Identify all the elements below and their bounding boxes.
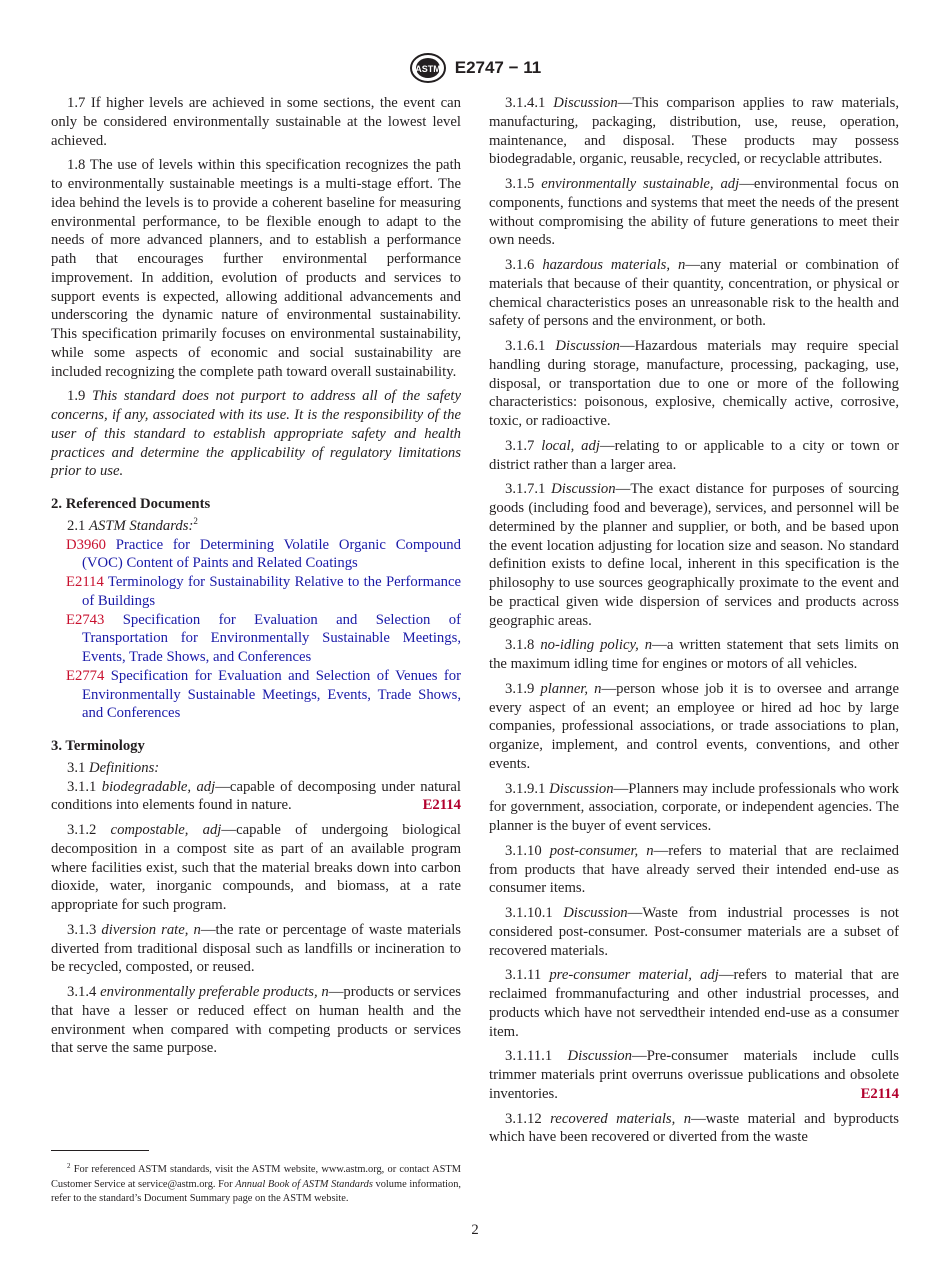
section-2-1: 2.1 ASTM Standards:$^2$ xyxy=(67,515,198,534)
reference-title[interactable]: Specification for Evaluation and Selection of Transportation for Environmentally Sustainable Meetings, Events, Trade Shows, and Conferences xyxy=(82,611,462,665)
section-1-7: 1.7 If higher levels are achieved in some sections, the event can only be considered environmentally sustainable at the lowest level achieved. xyxy=(51,95,461,149)
section-3-heading: 3. Terminology xyxy=(51,738,145,754)
definition-3-1-5: 3.1.5 environmentally sustainable, adj—environmental focus on components, functions and systems that meet the needs of the present without compromising the ability of future generations to meet their own needs. xyxy=(489,176,899,249)
reference-code[interactable]: D3960 xyxy=(66,536,106,553)
safety-caveat: This standard does not purport to address all of the safety concerns, if any, associated with its use. It is the responsibility of the user of this standard to establish appropriate safety and health practices and determine the applicability of regulatory limitations prior to use. xyxy=(51,388,461,480)
left-column xyxy=(51,94,461,1064)
discussion-3-1-9-1: 3.1.9.1 Discussion—Planners may include professionals who work for government, association, corporate, or independent agencies. The planner is the buyer of event services. xyxy=(489,780,899,834)
astm-logo-icon xyxy=(409,52,447,84)
footnote-divider xyxy=(51,1150,149,1151)
definition-3-1-4: 3.1.4 environmentally preferable products, n—products or services that have a lesser or reduced effect on human health and the environment when compared with competing products or services that serve the same purpose. xyxy=(51,984,461,1057)
definition-3-1-11: 3.1.11 pre-consumer material, adj—refers to material that are reclaimed frommanufacturing and other industrial processes, and products which have not servedtheir intended end-use as a consumer item. xyxy=(489,967,899,1040)
reference-item[interactable] xyxy=(51,667,461,723)
section-3-1: 3.1 Definitions: xyxy=(67,759,160,776)
definition-3-1-7: 3.1.7 local, adj—relating to or applicable to a city or town or district rather than a larger area. xyxy=(489,437,899,473)
definition-3-1-10: 3.1.10 post-consumer, n—refers to material that are reclaimed from products that have already served their intended end-use as consumer items. xyxy=(489,842,899,897)
reference-code[interactable]: E2774 xyxy=(66,667,105,684)
definition-3-1-6: 3.1.6 hazardous materials, n—any material or combination of materials that because of their quantity, concentration, or physical or chemical characteristics poses an unreasonable risk to the health and safety of persons and the environment, or both. xyxy=(489,257,900,330)
definition-3-1-9: 3.1.9 planner, n—person whose job it is to oversee and arrange every aspect of an event; an employee or hired ad hoc by large companies, professional associations, or trade associations to plan, organize, implement, and control events, conventions, and other events. xyxy=(489,680,900,772)
definition-3-1-2: 3.1.2 compostable, adj—capable of undergoing biological decomposition in a compost site as part of an available program where facilities exist, such that the material breaks down into carbon dioxide, water, inorganic compounds, and biomass, at a rate appropriate for such program. xyxy=(51,822,462,913)
reference-item[interactable] xyxy=(51,611,461,667)
reference-item[interactable] xyxy=(51,573,461,611)
section-1-8: 1.8 The use of levels within this specification recognizes the path to environmentally sustainable meetings is a multi-stage effort. The idea behind the levels is to provide a coherent baseline for measuring environmental performance, to be flexible enough to adapt to the needs of more advanced planners, and to establish a performance path that encourages further environmental performance improvement. In addition, evolution of products and services to support events is expected, allowing additional advancements and underscoring the dynamic nature of environmental sustainability. This specification primarily focuses on environmental sustainability, while some aspects of economic and social sustainability are included recognizing the complete path toward overall sustainability. xyxy=(51,157,461,380)
reference-item[interactable] xyxy=(51,536,461,574)
definition-3-1-12: 3.1.12 recovered materials, n—waste material and byproducts which have been recovered or diverted from the waste xyxy=(489,1110,899,1146)
discussion-3-1-7-1: 3.1.7.1 Discussion—The exact distance for purposes of sourcing goods (including food and beverage), services, and personnel will be determined by the planner and supplier, or both, and be based upon the event location adjusting for location size and season. No standard definition exists to define local, inherent in this specification is the philosophy to use sources geographically proximate to the event and be practical given wide dispersion of services and products across geographic areas. xyxy=(489,481,899,629)
footnote-ref[interactable]: 2 xyxy=(193,515,198,526)
definition-3-1-1: 3.1.1 biodegradable, adj—capable of decomposing under natural conditions into elements found in nature. E2114 xyxy=(51,778,462,814)
svg-text:ASTM: ASTM xyxy=(414,64,441,74)
reference-title[interactable]: Specification for Evaluation and Selection of Venues for Environmentally Sustainable Meetings, Events, Trade Shows, and Conferences xyxy=(82,667,462,722)
reference-code[interactable]: E2743 xyxy=(66,611,105,628)
standard-designation: E2747 − 11 xyxy=(454,58,542,77)
source-tag: E2114 xyxy=(860,1085,899,1102)
section-1-9: 1.9 This standard does not purport to address all of the safety concerns, if any, associated with its use. It is the responsibility of the user of this standard to establish appropriate safety and health practices and determine the applicability of regulatory limitations prior to use. xyxy=(51,388,461,480)
page-number: 2 xyxy=(471,1222,479,1238)
discussion-3-1-6-1: 3.1.6.1 Discussion—Hazardous materials may require special handling during storage, manufacture, processing, packaging, use, disposal, or transportation due to one or more of the following characteristics: poisonous, explosive, chemically active, corrosive, toxic, or radioactive. xyxy=(489,338,899,429)
reference-title[interactable]: Terminology for Sustainability Relative to the Performance of Buildings xyxy=(82,574,461,609)
page-header xyxy=(0,52,950,86)
reference-code[interactable]: E2114 xyxy=(66,574,104,590)
discussion-3-1-11-1: 3.1.11.1 Discussion—Pre-consumer materials include culls trimmer materials print overruns overissue publications and obsolete inventories. E2114 xyxy=(489,1048,900,1102)
section-2-heading: 2. Referenced Documents xyxy=(51,496,211,512)
right-column xyxy=(489,94,899,1153)
source-tag: E2114 xyxy=(422,797,461,814)
definition-3-1-3: 3.1.3 diversion rate, n—the rate or percentage of waste materials diverted from traditional disposal such as landfills or incineration to be recycled, composted, or reused. xyxy=(51,921,462,976)
reference-title[interactable]: Practice for Determining Volatile Organic Compound (VOC) Content of Paints and Related Coatings xyxy=(82,536,461,572)
discussion-3-1-10-1: 3.1.10.1 Discussion—Waste from industrial processes is not considered post-consumer. Post-consumer materials are a subset of recovered materials. xyxy=(489,905,899,959)
discussion-3-1-4-1: 3.1.4.1 Discussion—This comparison applies to raw materials, manufacturing, packaging, distribution, use, reuse, operation, maintenance, and disposal. These products may possess biodegradable, organic, reusable, recycled, or recyclable attributes. xyxy=(489,95,900,168)
footnote: $^2$ For referenced ASTM standards, visit the ASTM website, www.astm.org, or contact ASTM Customer Service at service@astm.org. For Annual Book of ASTM Standards volume information, refer to the standard’s Document Summary page on the ASTM website. xyxy=(51,1162,461,1205)
definition-3-1-8: 3.1.8 no-idling policy, n—a written statement that sets limits on the maximum idling time for engines or motors of all vehicles. xyxy=(489,637,899,672)
